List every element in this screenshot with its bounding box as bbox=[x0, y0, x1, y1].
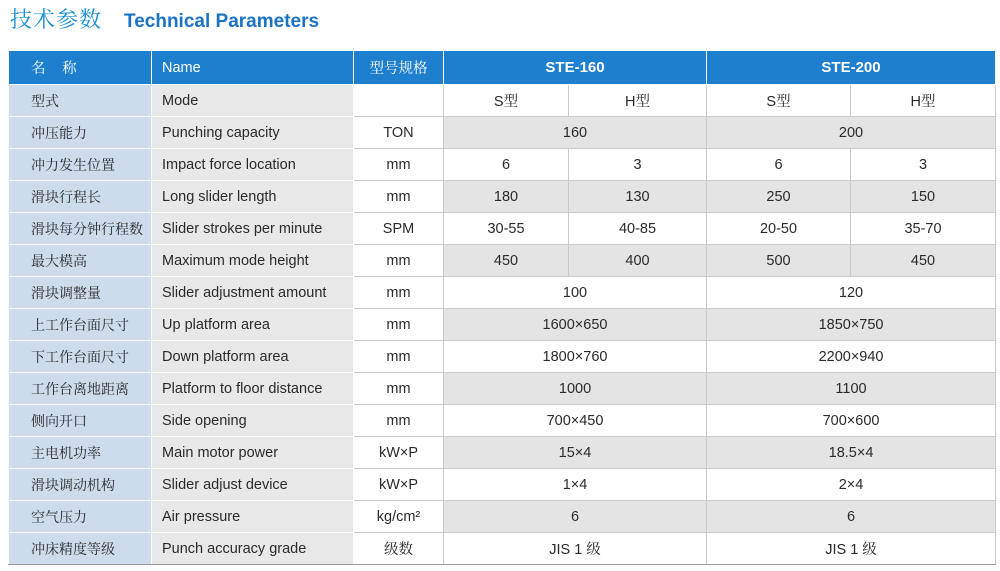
param-unit: mm bbox=[354, 341, 444, 373]
param-name-en: Impact force location bbox=[152, 149, 354, 181]
ste200-value: 1100 bbox=[707, 373, 996, 405]
ste160-value: 1×4 bbox=[444, 469, 707, 501]
ste160-s-value: 450 bbox=[444, 245, 569, 277]
param-name-cn: 最大模高 bbox=[9, 245, 152, 277]
ste160-h-value: 40-85 bbox=[569, 213, 707, 245]
parameters-table bbox=[8, 50, 996, 565]
ste200-value: 120 bbox=[707, 277, 996, 309]
ste200-h-value: 3 bbox=[851, 149, 996, 181]
ste200-s-value: 500 bbox=[707, 245, 851, 277]
ste200-s-value: 250 bbox=[707, 181, 851, 213]
header-name-cn: 名 称 bbox=[9, 51, 152, 85]
param-unit: mm bbox=[354, 309, 444, 341]
param-unit bbox=[354, 85, 444, 117]
page-title bbox=[10, 3, 319, 43]
table-row bbox=[9, 501, 996, 533]
param-name-cn: 滑块每分钟行程数 bbox=[9, 213, 152, 245]
ste200-value: 6 bbox=[707, 501, 996, 533]
ste160-value: 1000 bbox=[444, 373, 707, 405]
table-row bbox=[9, 277, 996, 309]
table-row bbox=[9, 469, 996, 501]
param-name-en: Slider strokes per minute bbox=[152, 213, 354, 245]
param-name-en: Up platform area bbox=[152, 309, 354, 341]
ste200-s-value: 20-50 bbox=[707, 213, 851, 245]
param-unit: kW×P bbox=[354, 469, 444, 501]
param-unit: SPM bbox=[354, 213, 444, 245]
ste200-value: 2×4 bbox=[707, 469, 996, 501]
ste160-value: 15×4 bbox=[444, 437, 707, 469]
table-row bbox=[9, 85, 996, 117]
ste200-value: 1850×750 bbox=[707, 309, 996, 341]
ste200-s-value: S型 bbox=[707, 85, 851, 117]
param-name-en: Side opening bbox=[152, 405, 354, 437]
param-name-en: Long slider length bbox=[152, 181, 354, 213]
table-row bbox=[9, 149, 996, 181]
param-name-en: Air pressure bbox=[152, 501, 354, 533]
param-unit: mm bbox=[354, 245, 444, 277]
param-name-en: Slider adjust device bbox=[152, 469, 354, 501]
ste160-s-value: 30-55 bbox=[444, 213, 569, 245]
table-row bbox=[9, 437, 996, 469]
ste160-h-value: 400 bbox=[569, 245, 707, 277]
table-row bbox=[9, 245, 996, 277]
table-row bbox=[9, 373, 996, 405]
ste200-value: JIS 1 级 bbox=[707, 533, 996, 565]
param-name-en: Maximum mode height bbox=[152, 245, 354, 277]
table-row bbox=[9, 405, 996, 437]
ste160-value: JIS 1 级 bbox=[444, 533, 707, 565]
param-name-en: Mode bbox=[152, 85, 354, 117]
param-name-cn: 滑块行程长 bbox=[9, 181, 152, 213]
param-name-en: Platform to floor distance bbox=[152, 373, 354, 405]
ste200-value: 2200×940 bbox=[707, 341, 996, 373]
ste200-value: 18.5×4 bbox=[707, 437, 996, 469]
param-name-en: Punching capacity bbox=[152, 117, 354, 149]
ste200-s-value: 6 bbox=[707, 149, 851, 181]
header-name-en: Name bbox=[152, 51, 354, 85]
ste160-s-value: 180 bbox=[444, 181, 569, 213]
param-unit: kg/cm² bbox=[354, 501, 444, 533]
ste160-value: 700×450 bbox=[444, 405, 707, 437]
param-unit: mm bbox=[354, 405, 444, 437]
param-name-cn: 冲床精度等级 bbox=[9, 533, 152, 565]
ste200-value: 200 bbox=[707, 117, 996, 149]
param-unit: mm bbox=[354, 149, 444, 181]
header-spec: 型号规格 bbox=[354, 51, 444, 85]
ste160-h-value: 130 bbox=[569, 181, 707, 213]
table-header-row bbox=[9, 51, 996, 85]
param-unit: TON bbox=[354, 117, 444, 149]
ste160-value: 1800×760 bbox=[444, 341, 707, 373]
param-name-en: Punch accuracy grade bbox=[152, 533, 354, 565]
param-unit: 级数 bbox=[354, 533, 444, 565]
param-unit: kW×P bbox=[354, 437, 444, 469]
param-name-cn: 空气压力 bbox=[9, 501, 152, 533]
param-name-cn: 滑块调整量 bbox=[9, 277, 152, 309]
table-row bbox=[9, 341, 996, 373]
param-name-en: Down platform area bbox=[152, 341, 354, 373]
ste200-h-value: H型 bbox=[851, 85, 996, 117]
ste200-h-value: 450 bbox=[851, 245, 996, 277]
param-name-cn: 冲力发生位置 bbox=[9, 149, 152, 181]
ste160-h-value: 3 bbox=[569, 149, 707, 181]
param-unit: mm bbox=[354, 373, 444, 405]
ste160-value: 1600×650 bbox=[444, 309, 707, 341]
param-name-cn: 侧向开口 bbox=[9, 405, 152, 437]
table-row bbox=[9, 533, 996, 565]
table-body bbox=[9, 85, 996, 565]
param-name-cn: 冲压能力 bbox=[9, 117, 152, 149]
title-chinese: 技术参数 bbox=[10, 8, 103, 33]
param-name-cn: 上工作台面尺寸 bbox=[9, 309, 152, 341]
ste160-h-value: H型 bbox=[569, 85, 707, 117]
ste200-h-value: 35-70 bbox=[851, 213, 996, 245]
ste160-value: 100 bbox=[444, 277, 707, 309]
param-name-en: Slider adjustment amount bbox=[152, 277, 354, 309]
title-english: Technical Parameters bbox=[124, 11, 320, 32]
param-name-cn: 主电机功率 bbox=[9, 437, 152, 469]
param-name-cn: 下工作台面尺寸 bbox=[9, 341, 152, 373]
ste200-value: 700×600 bbox=[707, 405, 996, 437]
table-row bbox=[9, 117, 996, 149]
param-name-cn: 型式 bbox=[9, 85, 152, 117]
ste160-value: 6 bbox=[444, 501, 707, 533]
param-unit: mm bbox=[354, 181, 444, 213]
param-unit: mm bbox=[354, 277, 444, 309]
param-name-cn: 滑块调动机构 bbox=[9, 469, 152, 501]
ste200-h-value: 150 bbox=[851, 181, 996, 213]
header-model-ste160: STE-160 bbox=[444, 51, 707, 85]
table-row bbox=[9, 213, 996, 245]
param-name-en: Main motor power bbox=[152, 437, 354, 469]
ste160-s-value: S型 bbox=[444, 85, 569, 117]
ste160-value: 160 bbox=[444, 117, 707, 149]
table-row bbox=[9, 181, 996, 213]
ste160-s-value: 6 bbox=[444, 149, 569, 181]
header-model-ste200: STE-200 bbox=[707, 51, 996, 85]
param-name-cn: 工作台离地距离 bbox=[9, 373, 152, 405]
table-row bbox=[9, 309, 996, 341]
